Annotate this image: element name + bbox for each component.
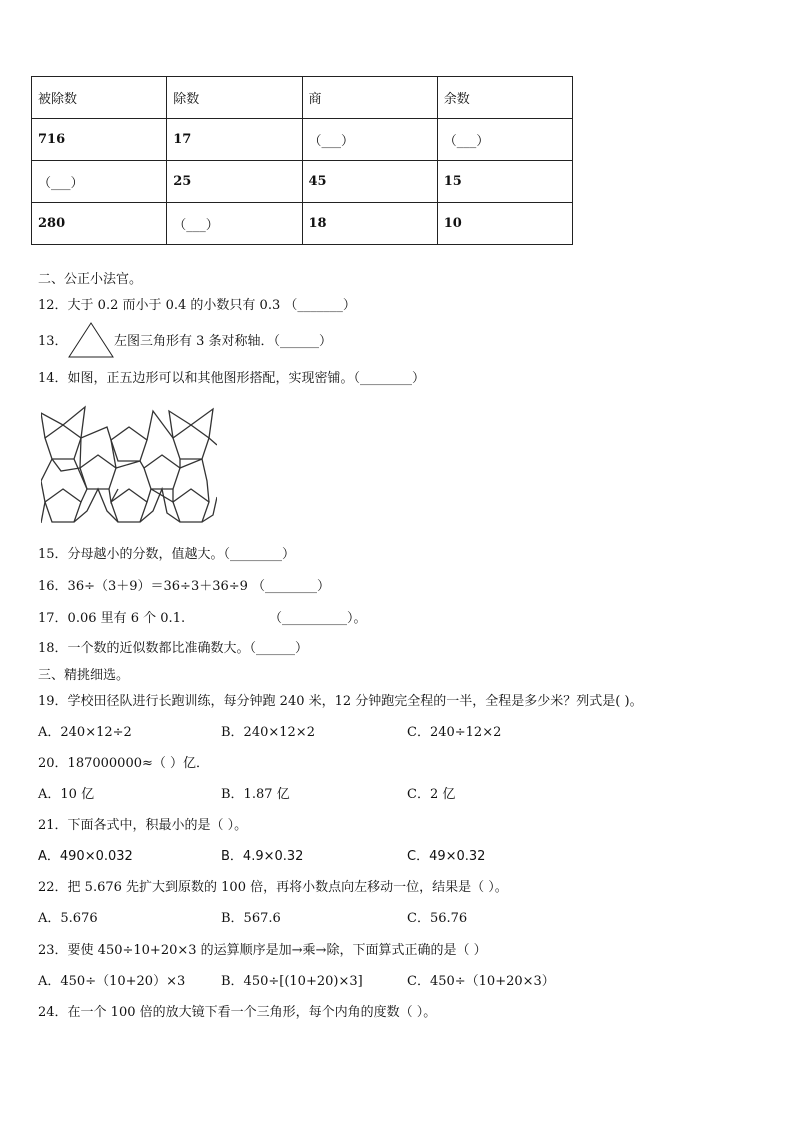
question-15: 15．分母越小的分数，值越大。（________）	[38, 547, 296, 562]
table-header-row	[32, 77, 573, 119]
question-14: 14．如图，正五边形可以和其他图形搭配，实现密铺。（________）	[38, 371, 426, 386]
pentagon-tessellation-figure	[41, 405, 217, 523]
table-cell: 17	[167, 119, 302, 161]
table-row	[32, 203, 573, 245]
table-row	[32, 161, 573, 203]
division-table	[31, 76, 573, 245]
table-cell-blank[interactable]: （___）	[167, 203, 302, 245]
option-c[interactable]: C．49×0.32	[407, 849, 486, 864]
table-cell-blank[interactable]: （___）	[302, 119, 437, 161]
option-b[interactable]: B．240×12×2	[221, 725, 315, 740]
table-header-cell: 被除数	[32, 77, 167, 119]
option-a[interactable]: A．490×0.032	[38, 849, 133, 864]
question-23: 23．要使 450÷10+20×3 的运算顺序是加→乘→除，下面算式正确的是（ ）	[38, 943, 487, 958]
question-22: 22．把 5.676 先扩大到原数的 100 倍，再将小数点向左移动一位，结果是（ ）。	[38, 880, 508, 895]
question-13: 左图三角形有 3 条对称轴．（______）	[114, 334, 333, 349]
question-24: 24．在一个 100 倍的放大镜下看一个三角形，每个内角的度数（ ）。	[38, 1005, 437, 1020]
table-cell: 716	[32, 119, 167, 161]
option-c[interactable]: C．450÷（10+20×3）	[407, 974, 555, 989]
option-b[interactable]: B．450÷[(10+20)×3]	[221, 974, 363, 989]
question-17-blank[interactable]: （__________）。	[269, 611, 367, 626]
question-12: 12．大于 0.2 而小于 0.4 的小数只有 0.3 （_______）	[38, 298, 356, 313]
table-cell: 25	[167, 161, 302, 203]
table-cell: 15	[437, 161, 572, 203]
question-16: 16．36÷（3＋9）＝36÷3＋36÷9 （________）	[38, 579, 331, 594]
option-c[interactable]: C．2 亿	[407, 787, 456, 802]
table-header-cell: 商	[302, 77, 437, 119]
option-c[interactable]: C．240÷12×2	[407, 725, 502, 740]
triangle-figure	[68, 322, 114, 358]
question-18: 18．一个数的近似数都比准确数大。（______）	[38, 641, 309, 656]
option-b[interactable]: B．4.9×0.32	[221, 849, 304, 864]
option-b[interactable]: B．1.87 亿	[221, 787, 290, 802]
question-20: 20．187000000≈（ ）亿．	[38, 756, 210, 771]
question-13-number: 13．	[38, 334, 68, 349]
option-a[interactable]: A．5.676	[38, 911, 98, 926]
question-19-options	[38, 721, 598, 739]
table-header-cell: 除数	[167, 77, 302, 119]
question-22-options	[38, 907, 598, 925]
table-cell: 10	[437, 203, 572, 245]
question-23-options	[38, 970, 598, 988]
question-17: 17．0.06 里有 6 个 0.1.	[38, 611, 186, 626]
question-21: 21．下面各式中，积最小的是（ ）。	[38, 818, 248, 833]
table-row	[32, 119, 573, 161]
question-19: 19．学校田径队进行长跑训练，每分钟跑 240 米，12 分钟跑完全程的一半，全程是多少米？列式是( )。	[38, 694, 643, 709]
option-a[interactable]: A．240×12÷2	[38, 725, 132, 740]
question-21-options	[38, 845, 598, 863]
table-header-cell: 余数	[437, 77, 572, 119]
option-a[interactable]: A．450÷（10+20）×3	[38, 974, 186, 989]
table-cell: 45	[302, 161, 437, 203]
table-cell: 18	[302, 203, 437, 245]
question-20-options	[38, 783, 598, 801]
section-title-3: 三、精挑细选。	[38, 668, 130, 683]
table-cell-blank[interactable]: （___）	[437, 119, 572, 161]
table-cell: 280	[32, 203, 167, 245]
option-c[interactable]: C．56.76	[407, 911, 468, 926]
option-b[interactable]: B．567.6	[221, 911, 281, 926]
table-cell-blank[interactable]: （___）	[32, 161, 167, 203]
option-a[interactable]: A．10 亿	[38, 787, 95, 802]
section-title-2: 二、公正小法官。	[38, 272, 143, 287]
